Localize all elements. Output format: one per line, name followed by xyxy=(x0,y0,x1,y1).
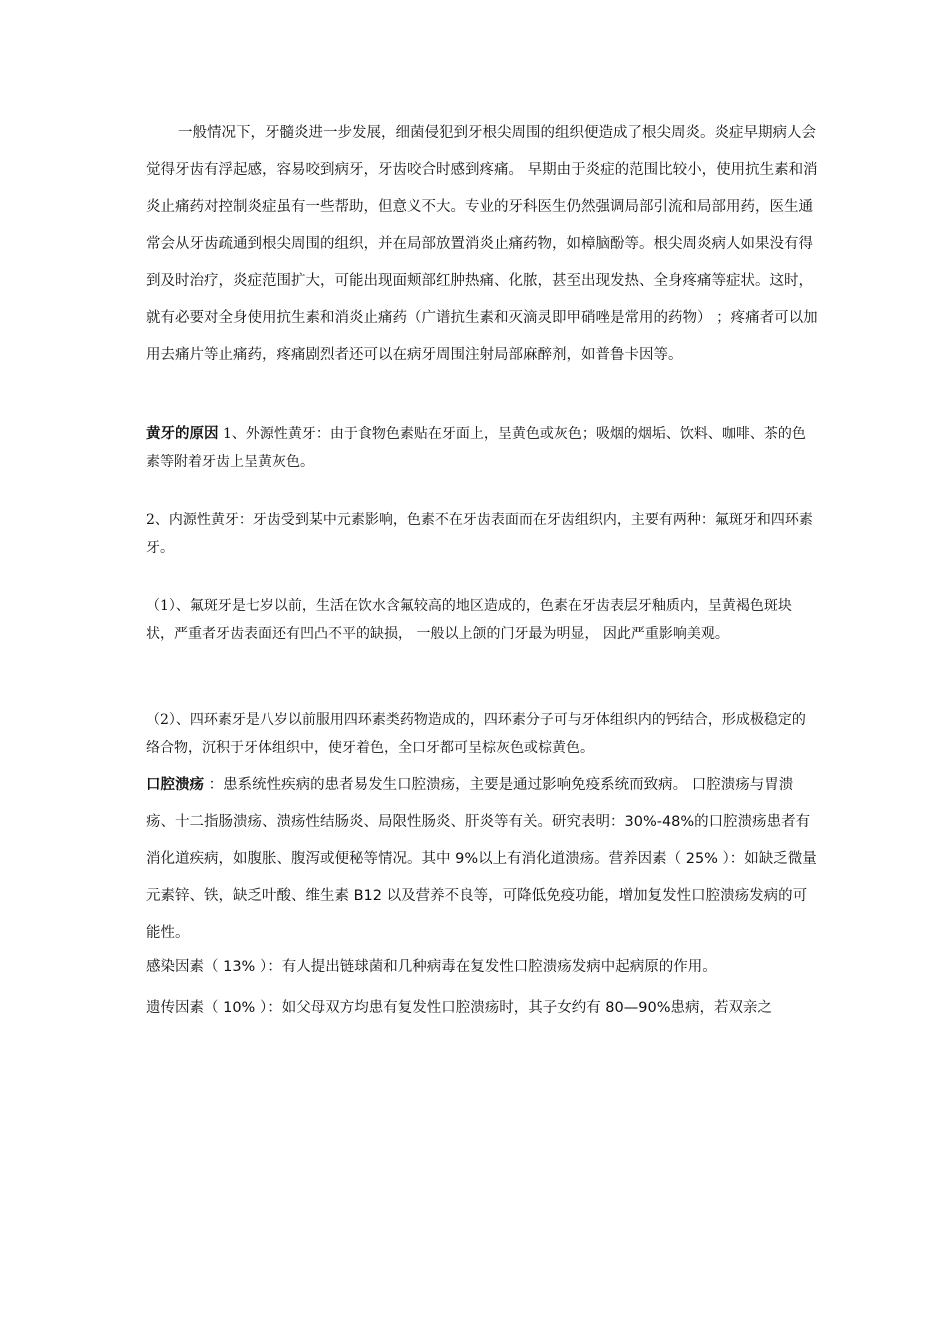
text-oral-ulcer-body: ：患系统性疾病的患者易发生口腔溃疡，主要是通过影响免疫系统而致病。 口腔溃疡与胃溃疡、十二指肠溃疡、溃疡性结肠炎、局限性肠炎、肝炎等有关。研究表明：30%-48%的口腔溃疡患者有消化道疾病，如腹胀、腹泻或便秘等情况。其中 9%以上有消化道溃疡。营养因素（ 25% ）：如缺乏微量元素锌、铁，缺乏叶酸、维生素 B12 以及营养不良等，可降低免疫功能，增加复发性口腔溃疡发病的可能性。 xyxy=(146,777,817,941)
text-external-yellow-teeth: 1、外源性黄牙：由于食物色素贴在牙面上，呈黄色或灰色；吸烟的烟垢、饮料、咖啡、茶的色素等附着牙齿上呈黄灰色。 xyxy=(146,426,806,470)
paragraph-internal-yellow-teeth: 2、内源性黄牙：牙齿受到某中元素影响，色素不在牙齿表面而在牙齿组织内，主要有两种：氟斑牙和四环素牙。 xyxy=(146,512,813,556)
paragraph-tetracycline-teeth: （2）、四环素牙是八岁以前服用四环素类药物造成的，四环素分子可与牙体组织内的钙结合，形成极稳定的络合物，沉积于牙体组织中，使牙着色，全口牙都可呈棕灰色或棕黄色。 xyxy=(146,712,806,756)
paragraph-fluorosis-teeth: （1）、氟斑牙是七岁以前，生活在饮水含氟较高的地区造成的，色素在牙齿表层牙釉质内，呈黄褐色斑块状，严重者牙齿表面还有凹凸不平的缺损， 一般以上颌的门牙最为明显， 因此严重影响美观。 xyxy=(146,598,792,642)
heading-yellow-teeth: 黄牙的原因 xyxy=(146,426,219,442)
heading-oral-ulcer: 口腔溃疡 xyxy=(146,777,204,793)
paragraph-genetic-factor: 遗传因素（ 10% ）：如父母双方均患有复发性口腔溃疡时，其子女约有 80—90%患病，若双亲之 xyxy=(146,1000,772,1016)
paragraph-infection-factor: 感染因素（ 13% ）：有人提出链球菌和几种病毒在复发性口腔溃疡发病中起病原的作用。 xyxy=(146,959,717,975)
paragraph-yellow-teeth-causes xyxy=(146,420,818,476)
paragraph-root-inflammation: 一般情况下，牙髓炎进一步发展，细菌侵犯到牙根尖周围的组织便造成了根尖周炎。炎症早期病人会觉得牙齿有浮起感，容易咬到病牙，牙齿咬合时感到疼痛。 早期由于炎症的范围比较小，使用抗生素和消炎止痛药对控制炎症虽有一些帮助，但意义不大。专业的牙科医生仍然强调局部引流和局部用药，医生通常会从牙齿疏通到根尖周围的组织，并在局部放置消炎止痛药物，如樟脑酚等。根尖周炎病人如果没有得到及时治疗，炎症范围扩大，可能出现面颊部红肿热痛、化脓，甚至出现发热、全身疼痛等症状。这时，就有必要对全身使用抗生素和消炎止痛药（广谱抗生素和灭滴灵即甲硝唑是常用的药物） ；疼痛者可以加用去痛片等止痛药，疼痛剧烈者还可以在病牙周围注射局部麻醉剂，如普鲁卡因等。 xyxy=(146,125,818,363)
paragraph-oral-ulcer xyxy=(146,767,818,952)
